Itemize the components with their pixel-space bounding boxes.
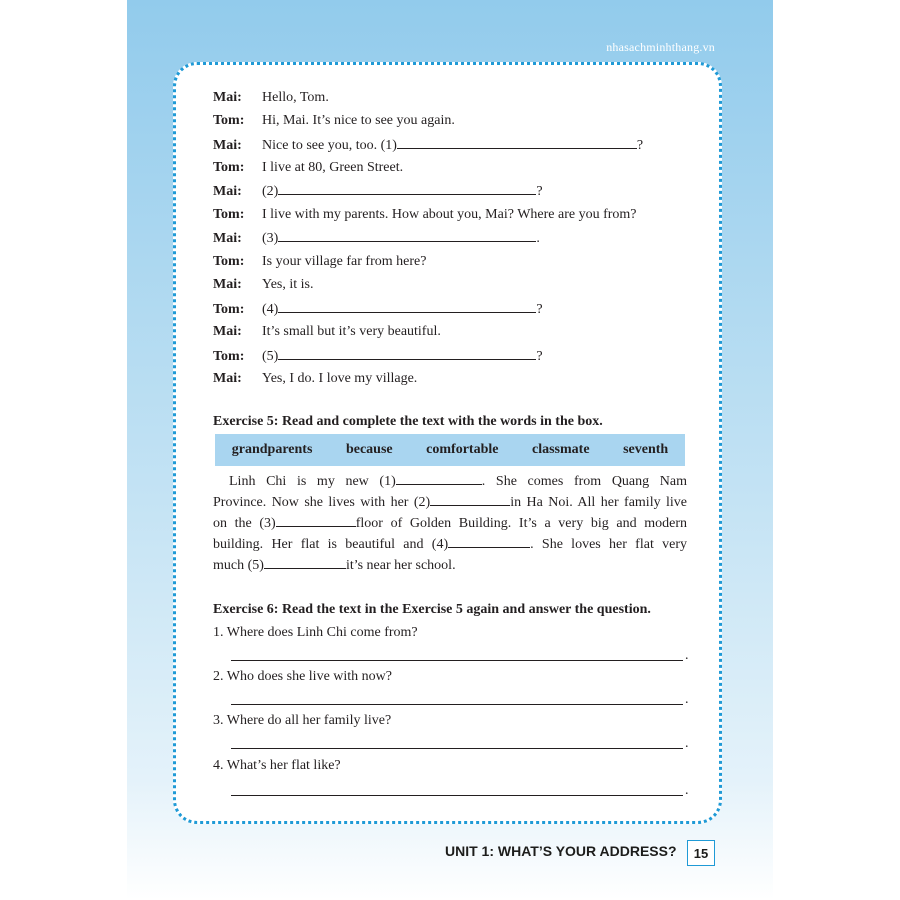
answer-line-4[interactable] [231, 783, 683, 796]
speaker: Mai: [213, 371, 242, 386]
question-4: 4. What’s her flat like? [213, 758, 341, 773]
speaker: Tom: [213, 302, 245, 317]
exercise-5-title: Exercise 5: Read and complete the text with the words in the box. [213, 414, 603, 429]
speaker: Mai: [213, 90, 242, 105]
answer-blank-2[interactable] [278, 182, 536, 195]
passage-line [213, 492, 687, 513]
passage-text: Linh Chi is my new (1) [229, 474, 396, 489]
line-end: ? [536, 349, 543, 364]
line-text: I live with my parents. How about you, Mai? Where are you from? [262, 207, 637, 222]
word-box-item: because [345, 442, 393, 457]
answer-blank-5[interactable] [278, 347, 536, 360]
passage-line [213, 513, 687, 534]
passage-text: it’s near her school. [345, 558, 456, 573]
answer-blank-3[interactable] [278, 229, 536, 242]
dialogue-line [213, 347, 543, 366]
line-end: ? [536, 184, 543, 199]
speaker: Mai: [213, 277, 242, 292]
speaker: Mai: [213, 324, 242, 339]
answer-line-2[interactable] [231, 692, 683, 705]
passage-text: Province. Now she lives with her (2) [213, 495, 431, 510]
line-text: (4) [262, 302, 279, 317]
dialogue-line [213, 206, 637, 224]
line-end: . [536, 231, 540, 246]
unit-title: UNIT 1: WHAT’S YOUR ADDRESS? [445, 843, 677, 859]
speaker: Mai: [213, 231, 242, 246]
passage-text: much (5) [213, 558, 264, 573]
passage-line [213, 471, 687, 492]
dialogue-line [213, 300, 543, 319]
exercise-5-passage [213, 471, 687, 576]
question-1: 1. Where does Linh Chi come from? [213, 625, 418, 640]
dialogue-line [213, 136, 643, 155]
line-text: (2) [262, 184, 279, 199]
passage-line [213, 534, 687, 555]
passage-line [213, 555, 687, 576]
answer-end: . [685, 648, 689, 663]
passage-text: in Ha Noi. All her family live [510, 495, 687, 510]
word-box-item: grandparents [231, 442, 313, 457]
book-page [127, 0, 773, 900]
question-3: 3. Where do all her family live? [213, 713, 392, 728]
passage-text: floor of Golden Building. It’s a very big and modern [355, 516, 687, 531]
answer-blank-4[interactable] [278, 300, 536, 313]
speaker: Tom: [213, 113, 245, 128]
line-text: (5) [262, 349, 279, 364]
word-box [215, 434, 685, 466]
speaker: Tom: [213, 254, 245, 269]
word-box-item: seventh [623, 442, 669, 457]
speaker: Tom: [213, 349, 245, 364]
line-text: Nice to see you, too. (1) [262, 138, 397, 153]
line-text: I live at 80, Green Street. [262, 160, 404, 175]
line-text: It’s small but it’s very beautiful. [262, 324, 441, 339]
dialogue-line [213, 253, 426, 271]
speaker: Tom: [213, 160, 245, 175]
passage-blank-4[interactable] [448, 535, 530, 548]
passage-blank-3[interactable] [276, 514, 356, 527]
passage-blank-2[interactable] [430, 493, 510, 506]
dialogue-line [213, 323, 441, 341]
page-number: 15 [687, 840, 715, 866]
word-box-item: comfortable [426, 442, 499, 457]
speaker: Tom: [213, 207, 245, 222]
line-text: Hi, Mai. It’s nice to see you again. [262, 113, 455, 128]
watermark: nhasachminhthang.vn [606, 40, 715, 54]
dialogue-line [213, 89, 329, 107]
dialogue-line [213, 370, 417, 388]
answer-line-3[interactable] [231, 736, 683, 749]
line-text: (3) [262, 231, 279, 246]
passage-text: . She loves her flat very [530, 537, 687, 552]
dialogue-line [213, 159, 403, 177]
word-box-item: classmate [532, 442, 590, 457]
answer-blank-1[interactable] [397, 136, 637, 149]
speaker: Mai: [213, 184, 242, 199]
line-end: ? [536, 302, 543, 317]
dialogue-line [213, 182, 543, 201]
passage-blank-5[interactable] [264, 556, 346, 569]
line-end: ? [636, 138, 644, 153]
passage-blank-1[interactable] [396, 472, 482, 485]
passage-text: . She comes from Quang Nam [481, 474, 687, 489]
line-text: Yes, I do. I love my village. [262, 371, 418, 386]
question-2: 2. Who does she live with now? [213, 669, 392, 684]
speaker: Mai: [213, 138, 242, 153]
line-text: Is your village far from here? [262, 254, 427, 269]
answer-end: . [685, 692, 689, 707]
answer-line-1[interactable] [231, 648, 683, 661]
exercise-6-title: Exercise 6: Read the text in the Exercise 5 again and answer the question. [213, 602, 651, 617]
answer-end: . [685, 736, 689, 751]
passage-text: building. Her flat is beautiful and (4) [213, 537, 449, 552]
passage-text: on the (3) [213, 516, 276, 531]
dialogue-line [213, 229, 540, 248]
dialogue-line [213, 276, 314, 294]
answer-end: . [685, 783, 689, 798]
line-text: Yes, it is. [262, 277, 314, 292]
line-text: Hello, Tom. [262, 90, 329, 105]
dialogue-line [213, 112, 455, 130]
